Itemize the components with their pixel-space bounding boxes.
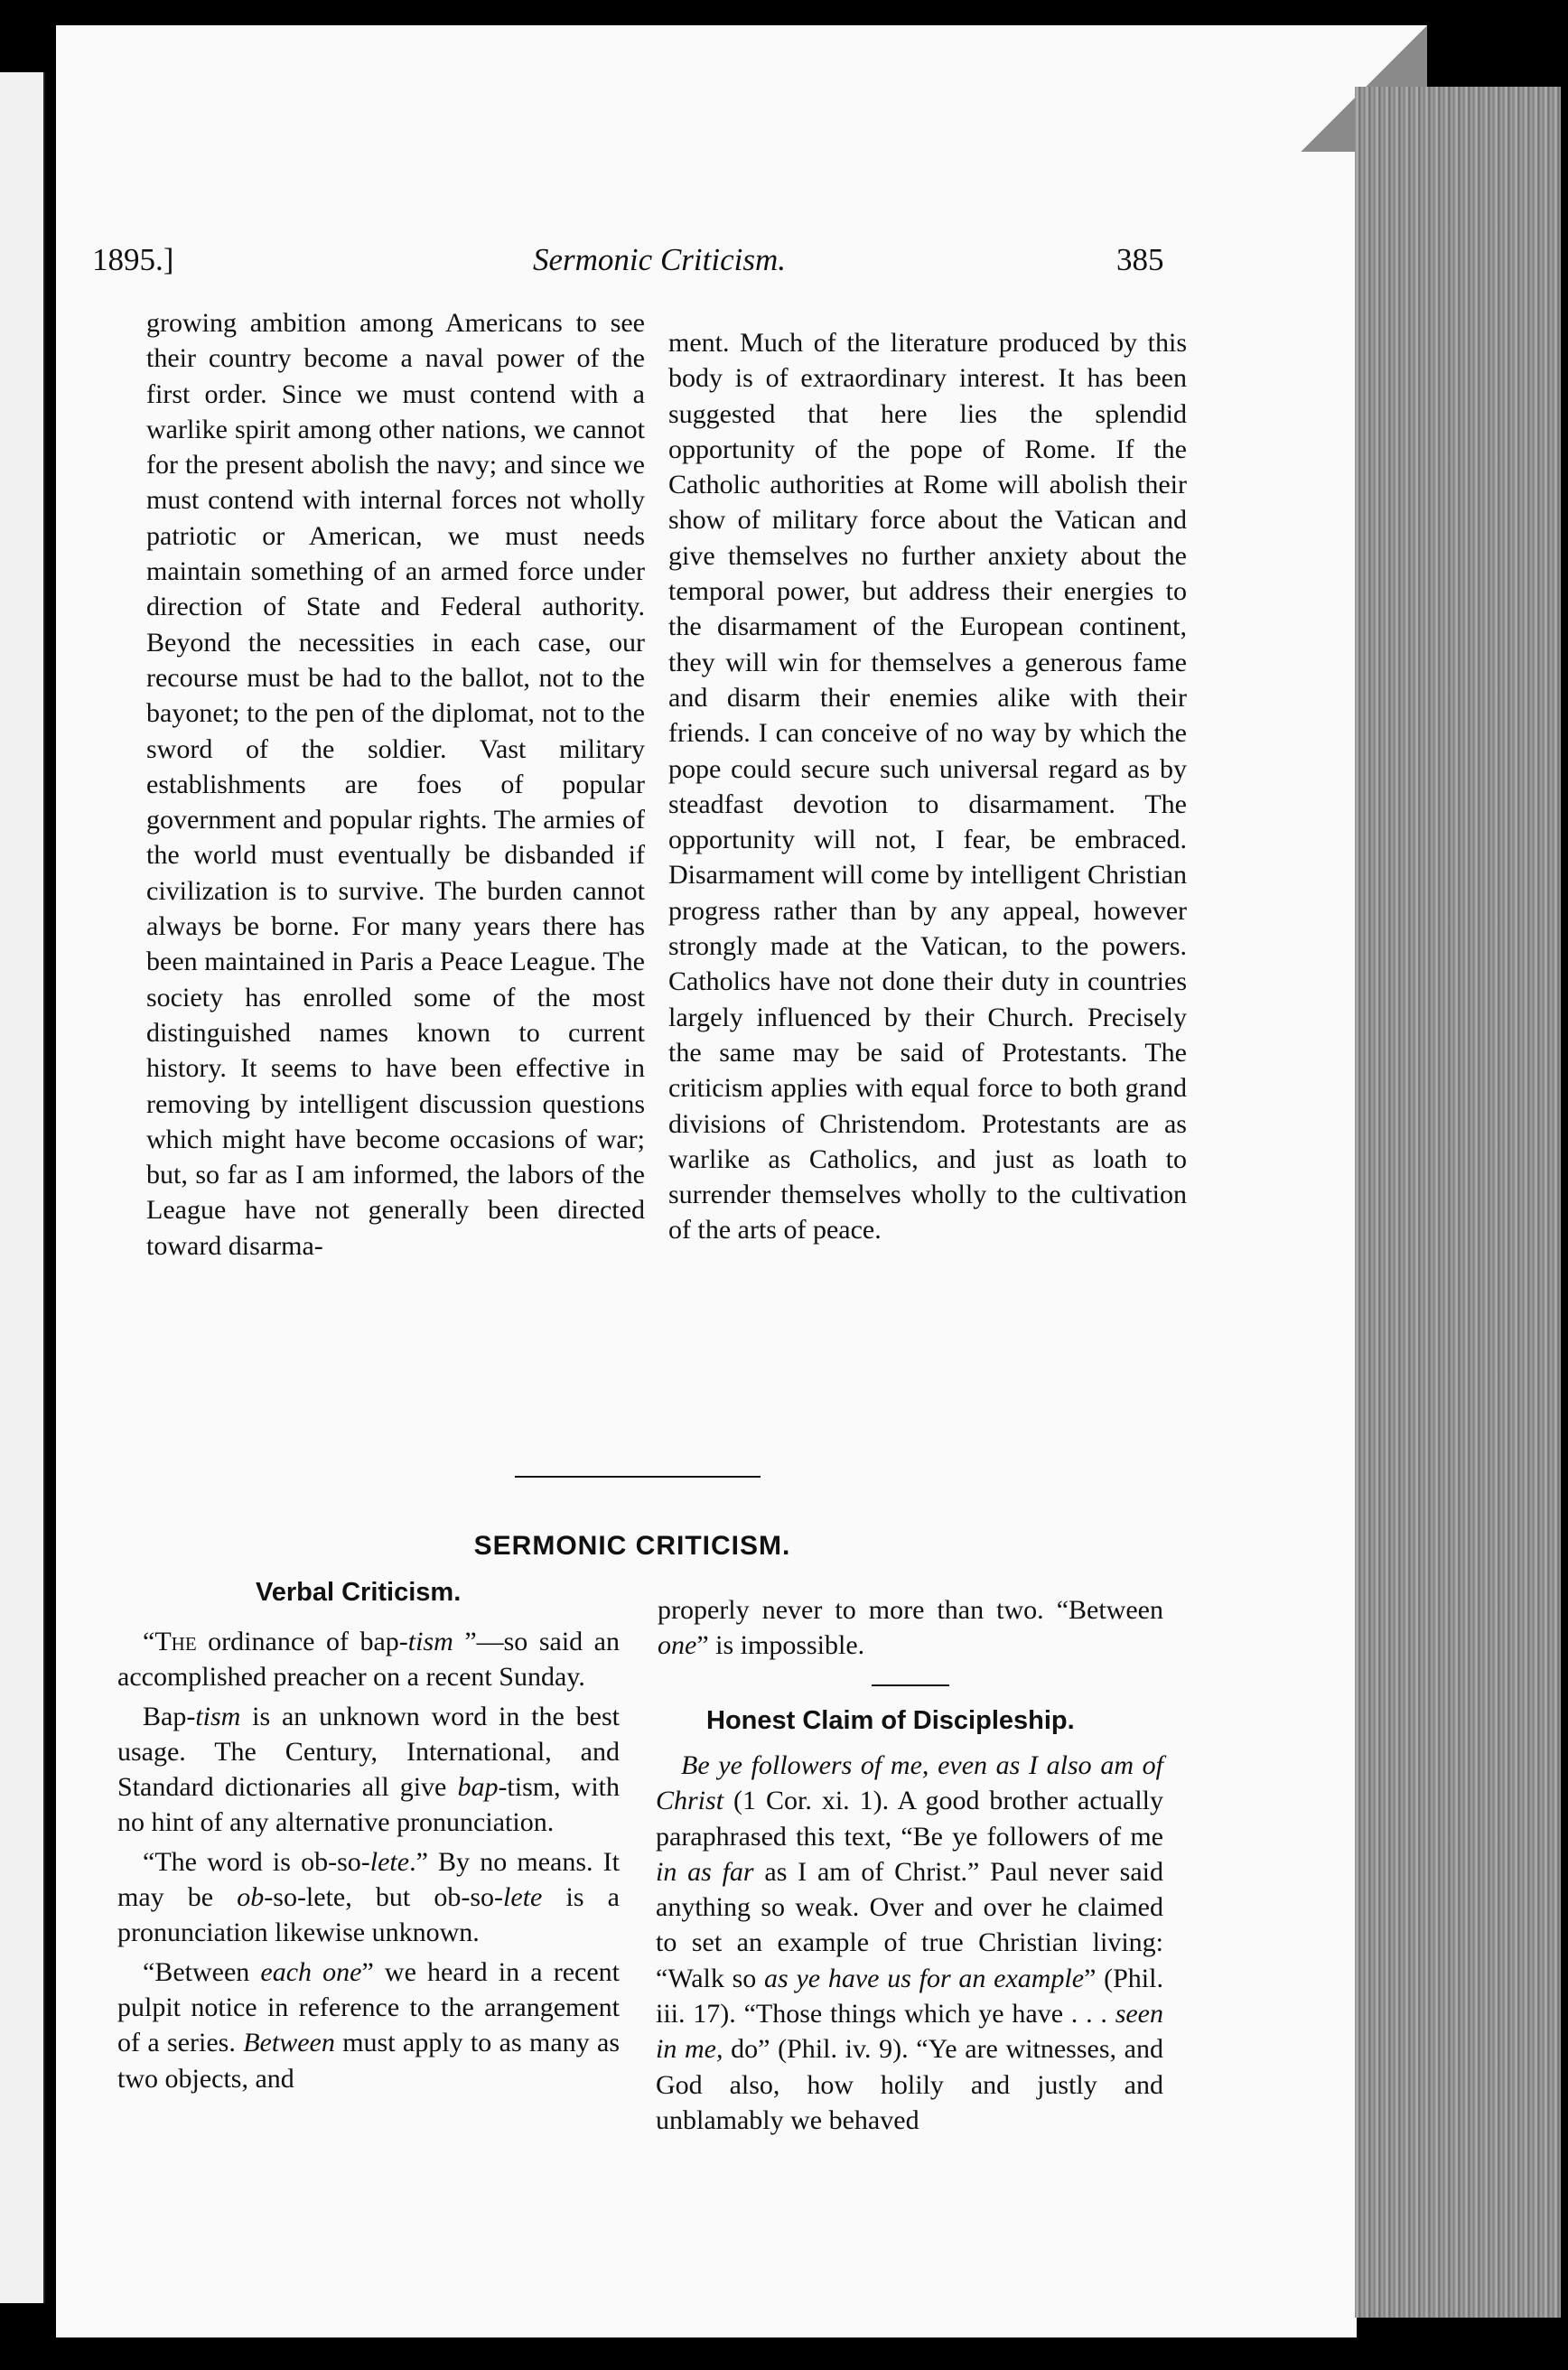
book-fore-edge xyxy=(1355,87,1561,2318)
header-year: 1895.] xyxy=(92,242,174,277)
verbal-paragraph-1 xyxy=(117,1624,620,1695)
italic-run: seen in me, xyxy=(656,1999,1163,2065)
text-run: .” By no means. It may be xyxy=(117,1846,621,1913)
essay-right-column xyxy=(668,325,1187,1248)
text-run: -so-lete, but ob-so- xyxy=(264,1882,504,1913)
discipleship-body xyxy=(656,1748,1163,2138)
text-run: is an unknown word in the best usage. The Century, International, and Standard dictionaries all give xyxy=(117,1701,620,1803)
verbal-paragraph-4 xyxy=(117,1955,620,2096)
text-run: is a pronunciation likewise unknown. xyxy=(117,1882,620,1948)
text-run: (1 Cor. xi. 1). A good brother actually paraphrased this text, “Be ye followers of me xyxy=(656,1786,1163,1852)
italic-run: tism xyxy=(407,1627,453,1656)
italic-run: ob xyxy=(237,1882,265,1913)
italic-run: Be ye followers of me, even as I also am of Christ xyxy=(656,1750,1163,1816)
text-run: “The word is ob-so- xyxy=(143,1846,370,1877)
section-heading: SERMONIC CRITICISM. xyxy=(473,1531,791,1561)
discipleship-heading: Honest Claim of Discipleship. xyxy=(706,1706,1075,1735)
page-number: 385 xyxy=(1116,242,1164,277)
text-run: -tism, with no hint of any alternative pronunciation. xyxy=(117,1772,620,1838)
facing-page-edge xyxy=(0,72,45,2303)
text-run: ” is impossible. xyxy=(696,1630,865,1661)
verbal-continuation-text xyxy=(658,1592,1163,1664)
section-divider xyxy=(515,1476,761,1478)
essay-right-text: ment. Much of the literature produced by this body is of extraordinary interest. It has been suggested that here lies the splendid opportunity of the pope of Rome. If the Catholic authorities at Rome will abolish their show of military force about the Vatican and give themselves no further anxiety about the temporal power, but address their energies to the disarmament of the European continent, they will win for themselves a generous fame and disarm their enemies alike with their friends. I can conceive of no way by which the pope could secure such universal regard as by steadfast devotion to disarmament. The opportunity will not, I fear, be embraced. Disarmament will come by intelligent Christian progress rather than by any appeal, however strongly made at the Vatican, to the powers. Catholics have not done their duty in countries largely influenced by their Church. Precisely the same may be said of Protestants. The criticism applies with equal force to both grand divisions of Christendom. Protestants are as warlike as Catholics, and just as loath to surrender themselves wholly to the cultivation of the arts of peace. xyxy=(668,328,1187,1246)
text-run: properly never to more than two. “Between xyxy=(658,1595,1163,1625)
italic-run: tism xyxy=(195,1701,241,1731)
text-run: as I am of Christ.” Paul never said anything so weak. Over and over he claimed to set an example of true Christian living: “Walk so xyxy=(656,1856,1163,1993)
italic-run: bap xyxy=(457,1772,499,1803)
italic-run: each one xyxy=(260,1956,362,1987)
text-run: “Between xyxy=(143,1956,261,1987)
italic-run: lete xyxy=(369,1846,410,1877)
verbal-paragraph-2 xyxy=(117,1699,620,1841)
text-run: ”—so said an accomplished preacher on a recent Sunday. xyxy=(117,1627,620,1693)
subsection-divider xyxy=(872,1684,949,1686)
text-run: do” (Phil. iv. 9). “Ye are witnesses, and God also, how holily and justly and unblamably we behaved xyxy=(656,2034,1163,2135)
verbal-criticism-body xyxy=(117,1624,620,2100)
text-run: ” (Phil. iii. 17). “Those things which ye have . . . xyxy=(656,1963,1163,2029)
lead-word: The xyxy=(154,1627,197,1656)
italic-run: one xyxy=(658,1630,697,1661)
text-run: Bap- xyxy=(143,1701,196,1731)
quote-mark: “ xyxy=(143,1627,155,1656)
running-title: Sermonic Criticism. xyxy=(533,242,786,277)
discipleship-paragraph-1 xyxy=(656,1748,1163,2138)
verbal-criticism-continuation xyxy=(658,1592,1163,1664)
text-run: ordinance of bap- xyxy=(196,1627,408,1656)
essay-left-text: growing ambition among Americans to see their country become a naval power of the first order. Since we must contend with a warlike spirit among other nations, we cannot for the present abolish the navy; and since we must contend with internal forces not wholly patriotic or American, we must needs maintain something of an armed force under direction of State and Federal authority. Beyond the necessities in each case, our recourse must be had to the ballot, not to the bayonet; to the pen of the diplomat, not to the sword of the soldier. Vast military establishments are foes of popular government and popular rights. The armies of the world must eventually be disbanded if civilization is to survive. The burden cannot always be borne. For many years there has been maintained in Paris a Peace League. The society has enrolled some of the most distinguished names known to current history. It seems to have been effective in removing by intelligent discussion questions which might have become occasions of war; but, so far as I am informed, the labors of the League have not generally been directed toward disarma- xyxy=(146,308,645,1261)
italic-run: as ye have us for an example xyxy=(764,1963,1085,1993)
text-run: must apply to as many as two objects, and xyxy=(117,2028,620,2094)
verbal-paragraph-3 xyxy=(117,1844,620,1951)
italic-run: lete xyxy=(503,1882,543,1913)
text-run: ” we heard in a recent pulpit notice in reference to the arrangement of a series. xyxy=(117,1956,620,2058)
italic-run: Between xyxy=(243,2028,335,2058)
verbal-criticism-heading: Verbal Criticism. xyxy=(256,1578,462,1607)
italic-run: in as far xyxy=(656,1856,754,1887)
essay-left-column xyxy=(146,305,645,1264)
